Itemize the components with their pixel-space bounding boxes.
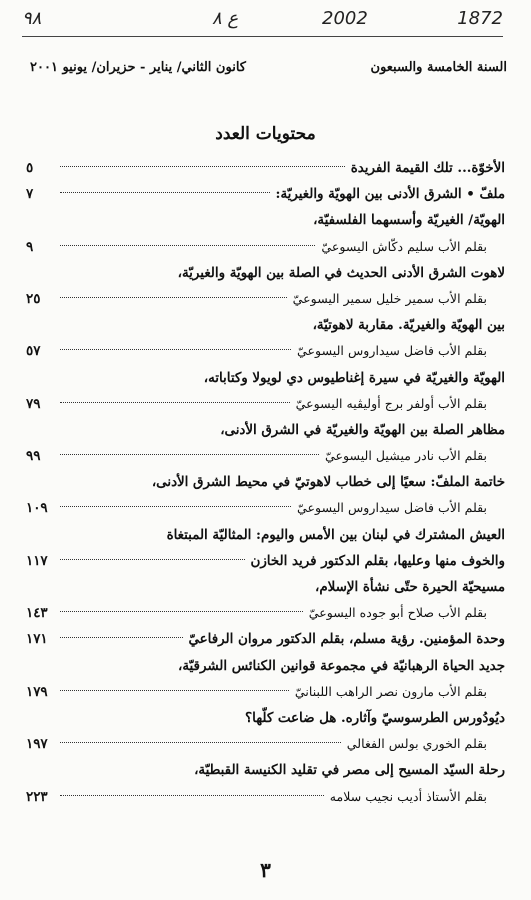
toc-entry-text: لاهوت الشرق الأدنى الحديث في الصلة بين الهويّة والغيريّة، [177,264,505,281]
page-title: محتويات العدد [215,124,316,144]
toc-page-number: ١١٧ [26,552,48,569]
toc-page-number: ٢٥ [26,290,41,307]
toc-entry-text: بقلم الأب أولفر برج أوليڤيه اليسوعيّ [295,395,487,411]
dot-leader [60,559,245,560]
dot-leader [60,506,291,507]
toc-entry [26,207,505,233]
toc-entry [26,784,505,810]
toc-entry-text: بقلم الأب نادر ميشيل اليسوعيّ [324,448,487,464]
toc-entry-text: بقلم الأب فاضل سيداروس اليسوعيّ [297,500,487,516]
dot-leader [60,192,270,193]
toc-page-number: ٩ [26,238,34,255]
dot-leader [60,166,345,167]
dot-leader [60,611,303,612]
dot-leader [60,637,183,638]
dot-leader [60,245,315,246]
dot-leader [60,690,289,691]
toc-entry [26,443,505,469]
issue-year: السنة الخامسة والسبعون [370,60,507,75]
toc-entry-text: الأخوّة... تلك القيمة الفريدة [350,160,505,176]
toc-entry-text: رحلة السيّد المسيح إلى مصر في تقليد الكنيسة القبطيّة، [194,762,505,779]
handwritten-note: ع ٨ [212,8,239,29]
toc-entry [26,260,505,286]
toc-page-number: ٢٢٣ [26,788,48,805]
page-number: ٣ [260,858,271,882]
toc-page-number: ١٤٣ [26,605,48,622]
toc-entry-text: بقلم الأستاذ أديب نجيب سلامه [329,788,487,804]
toc-page-number: ٧٩ [26,395,41,412]
toc-entry [26,757,505,783]
toc-entry-text: ملفّ • الشرق الأدنى بين الهويّة والغيريّة: [275,186,505,203]
toc-entry [26,365,505,391]
toc-entry-text: ديُودُورس الطرسوسيّ وآثاره. هل ضاعت كلّها؟ [245,709,505,726]
toc-entry-text: والخوف منها وعليها، بقلم الدكتور فريد الخازن [250,552,505,569]
toc-page-number: ٩٩ [26,448,41,465]
toc-entry [26,679,505,705]
toc-page-number: ٥ [26,160,34,176]
toc-entry [26,495,505,521]
dot-leader [60,454,319,455]
toc-entry [26,522,505,548]
toc-entry [26,469,505,495]
toc-entry-text: بقلم الأب فاضل سيداروس اليسوعيّ [297,343,487,359]
table-of-contents [26,155,505,810]
issue-date: كانون الثاني/ يناير - حزيران/ يونيو ٢٠٠١ [30,60,246,75]
toc-page-number: ٥٧ [26,343,41,360]
toc-entry-text: جديد الحياة الرهبانيّة في مجموعة قوانين الكنائس الشرقيّة، [178,657,505,674]
toc-entry [26,731,505,757]
toc-entry-text: بقلم الأب سمير خليل سمير اليسوعيّ [292,290,487,306]
toc-entry [26,338,505,364]
toc-entry-text: بقلم الخوري بولس الفغالي [346,736,487,752]
toc-entry [26,548,505,574]
toc-entry [26,705,505,731]
toc-entry [26,155,505,181]
toc-entry [26,600,505,626]
toc-entry [26,626,505,652]
toc-entry-text: بقلم الأب سليم دكّاش اليسوعيّ [321,238,487,254]
dot-leader [60,742,341,743]
toc-entry-text: مسيحيّة الحيرة حتّى نشأة الإسلام، [315,579,505,595]
toc-entry-text: بقلم الأب صلاح أبو جوده اليسوعيّ [308,605,487,621]
toc-entry [26,312,505,338]
toc-entry [26,417,505,443]
handwritten-note: ٩٨ [22,8,42,29]
handwritten-note: 2002 [322,8,368,29]
dot-leader [60,402,290,403]
dot-leader [60,349,291,350]
handwritten-note: 1872 [457,8,503,29]
toc-entry-text: بين الهويّة والغيريّة. مقاربة لاهوتيّة، [312,317,505,334]
dot-leader [60,795,324,796]
toc-entry [26,286,505,312]
toc-page-number: ٧ [26,186,34,203]
toc-page-number: ١٠٩ [26,500,48,517]
dot-leader [60,297,287,298]
toc-entry-text: الهويّة/ الغيريّة وأسسهما الفلسفيّة، [313,212,505,229]
toc-entry [26,391,505,417]
toc-entry [26,653,505,679]
toc-entry [26,181,505,207]
toc-page-number: ١٩٧ [26,736,48,753]
toc-entry-text: الهويّة والغيريّة في سيرة إغناطيوس دي لويولا وكتاباته، [203,369,505,386]
toc-entry-text: العيش المشترك في لبنان بين الأمس واليوم: المثاليّة المبتغاة [166,526,505,543]
toc-entry-text: خاتمة الملفّ: سعيًا إلى خطاب لاهوتيّ في محيط الشرق الأدنى، [151,474,505,491]
toc-entry-text: وحدة المؤمنين. رؤية مسلم، بقلم الدكتور مروان الرفاعيّ [188,631,505,648]
toc-page-number: ١٧١ [26,631,48,648]
toc-entry [26,574,505,600]
toc-entry [26,234,505,260]
toc-entry-text: بقلم الأب مارون نصر الراهب اللبنانيّ [294,683,487,699]
toc-page-number: ١٧٩ [26,683,48,700]
toc-entry-text: مظاهر الصلة بين الهويّة والغيريّة في الشرق الأدنى، [220,421,505,438]
handwritten-annotations [22,2,503,42]
header-rule [22,36,503,37]
issue-header [30,60,507,82]
